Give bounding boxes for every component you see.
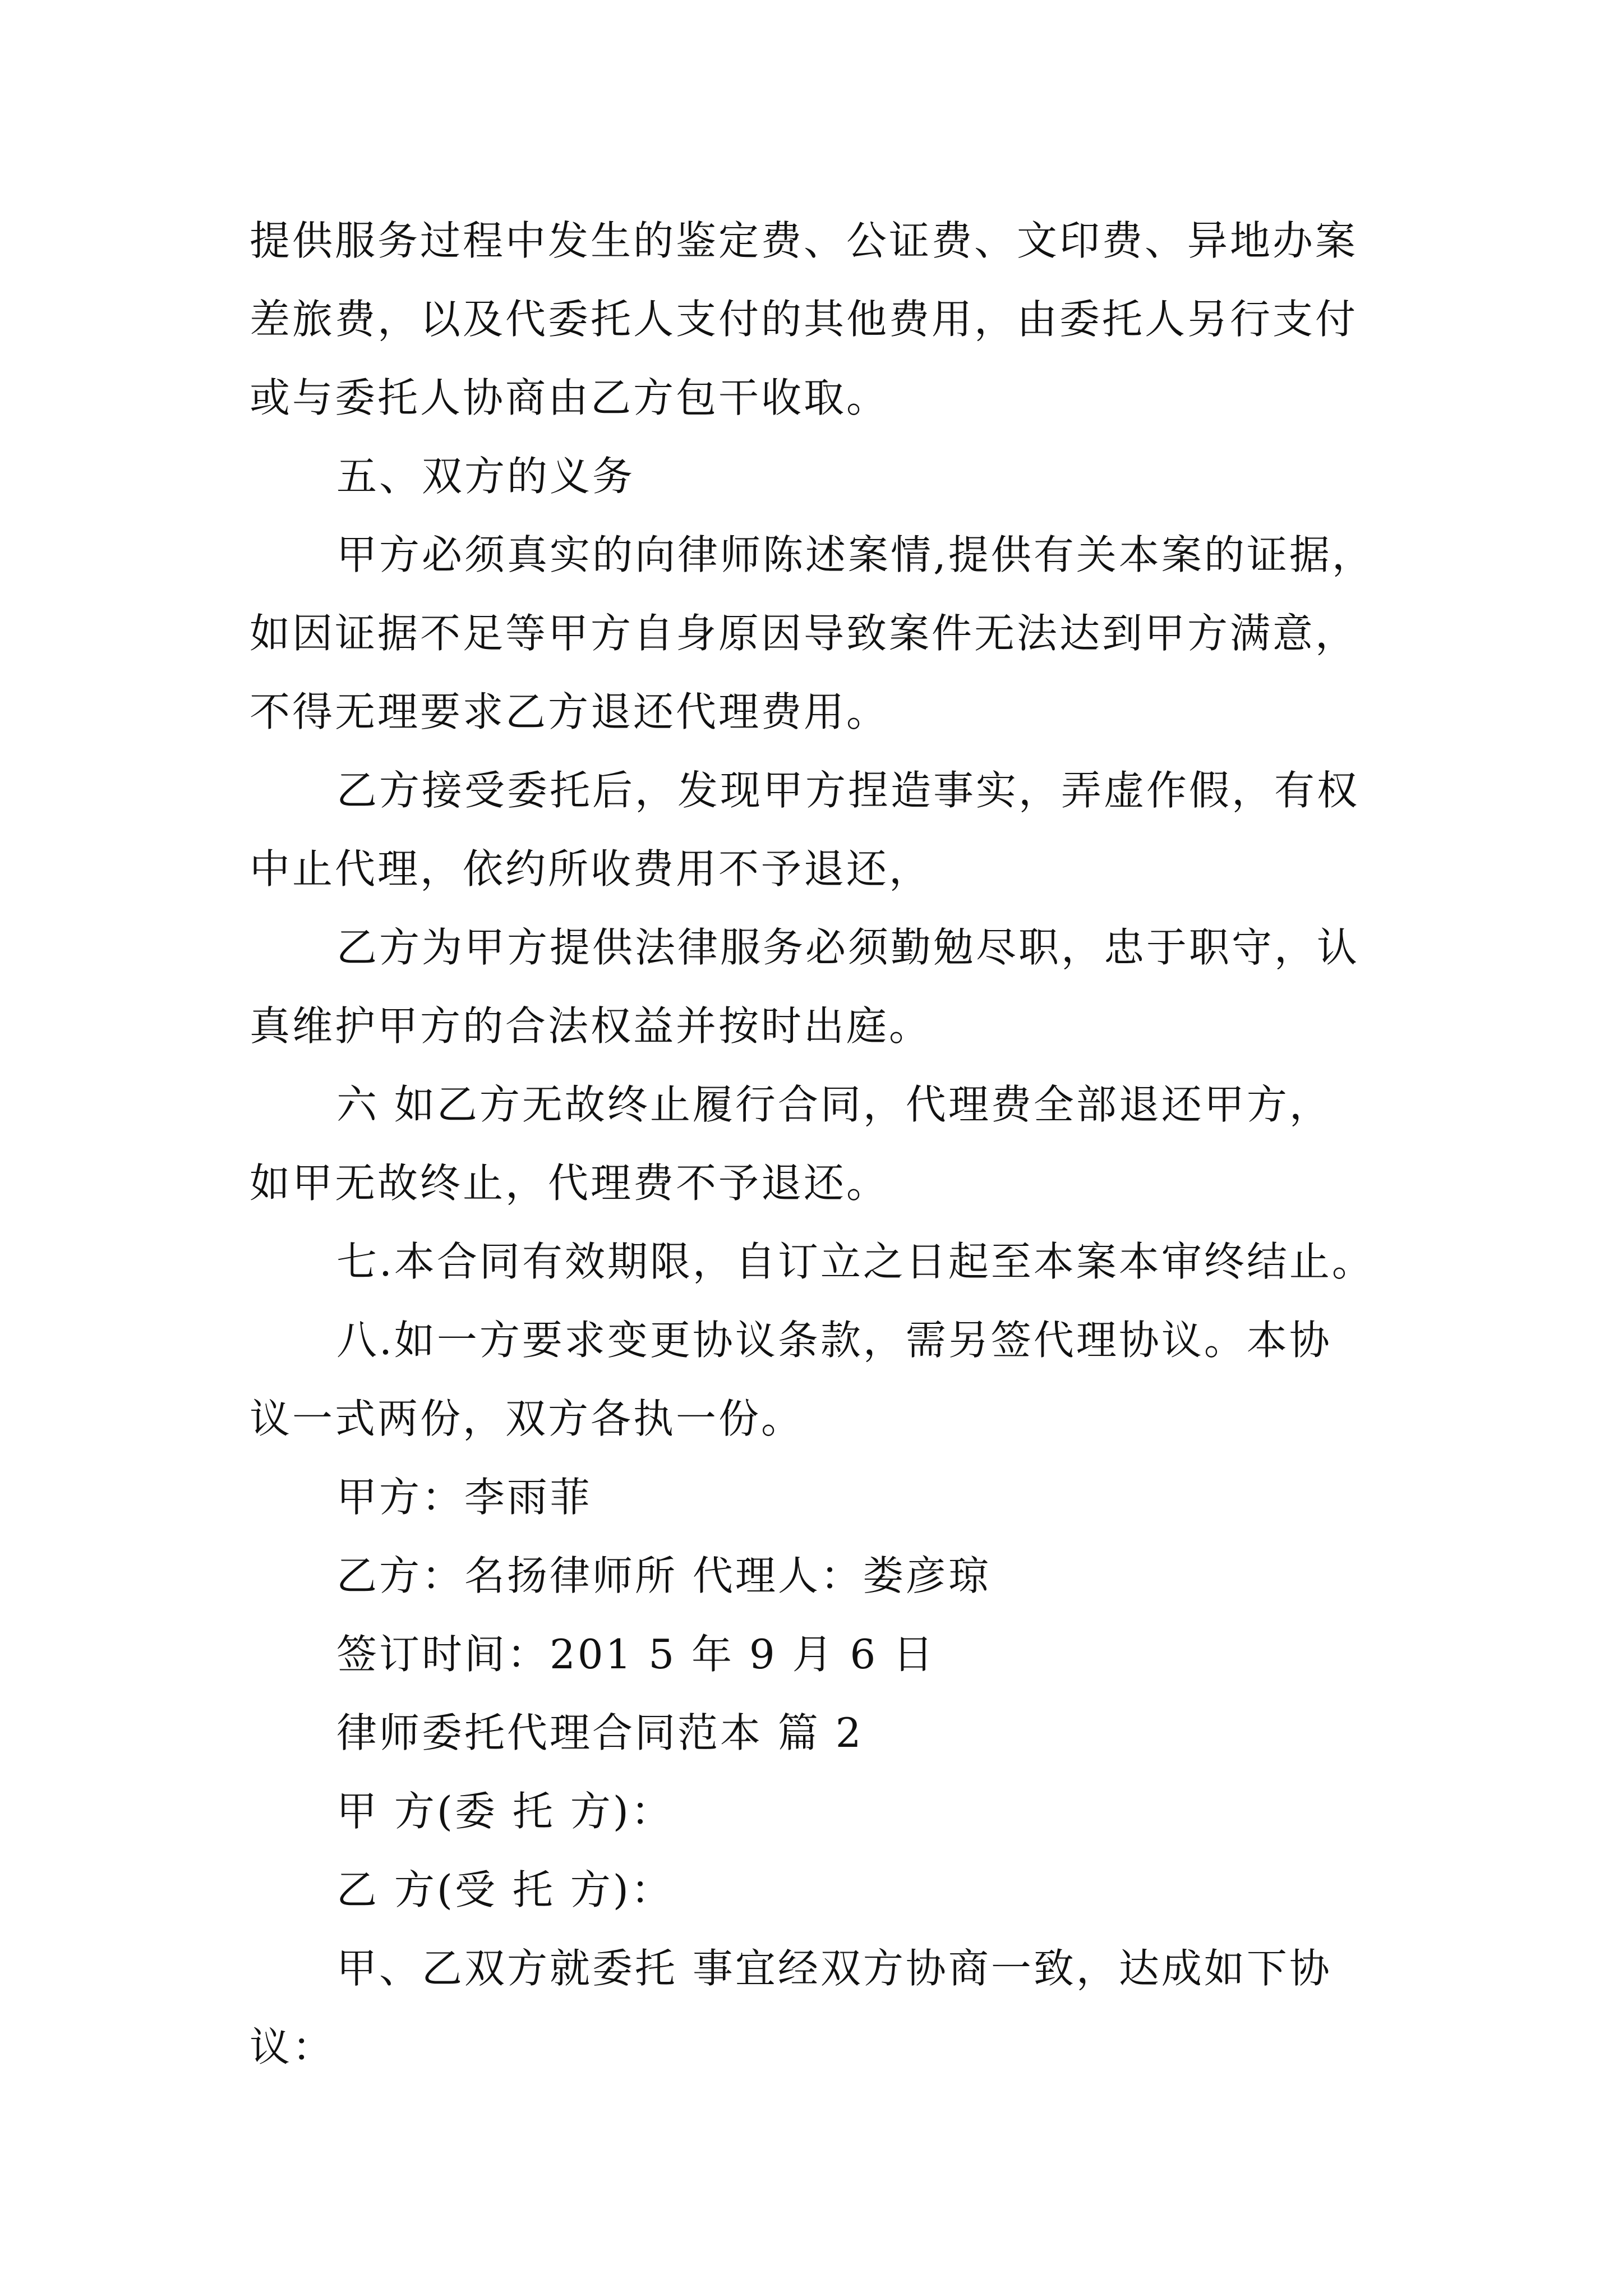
text-line: 八.如一方要求变更协议条款，需另签代理协议。本协	[336, 1317, 1332, 1364]
party-a-field: 甲 方(委 托 方)：	[336, 1788, 674, 1835]
text-line: 或与委托人协商由乙方包干收取。	[250, 374, 889, 421]
text-line: 中止代理，依约所收费用不予退还，	[250, 845, 932, 892]
text-line: 如因证据不足等甲方自身原因导致案件无法达到甲方满意，	[250, 610, 1358, 657]
text-line: 议一式两份，双方各执一份。	[250, 1395, 804, 1442]
document-title: 律师委托代理合同范本 篇 2	[336, 1709, 864, 1756]
text-line: 乙方接受委托后，发现甲方捏造事实，弄虚作假，有权	[336, 767, 1360, 814]
text-line: 甲、乙双方就委托 事宜经双方协商一致，达成如下协	[336, 1945, 1332, 1992]
party-b-field: 乙 方(受 托 方)：	[336, 1866, 674, 1913]
text-line: 差旅费，以及代委托人支付的其他费用，由委托人另行支付	[250, 296, 1358, 343]
text-line: 乙方为甲方提供法律服务必须勤勉尽职，忠于职守，认	[336, 924, 1360, 971]
text-line: 七.本合同有效期限，自订立之日起至本案本审终结止。	[336, 1238, 1375, 1285]
text-line: 如甲无故终止，代理费不予退还。	[250, 1159, 889, 1207]
text-line: 真维护甲方的合法权益并按时出庭。	[250, 1002, 932, 1050]
text-line: 六 如乙方无故终止履行合同，代理费全部退还甲方，	[336, 1081, 1332, 1128]
section-heading: 五、双方的义务	[336, 453, 635, 500]
text-line: 不得无理要求乙方退还代理费用。	[250, 688, 889, 735]
text-line: 甲方必须真实的向律师陈述案情,提供有关本案的证据，	[336, 531, 1375, 578]
text-line: 提供服务过程中发生的鉴定费、公证费、文印费、异地办案	[250, 217, 1358, 264]
party-b-line: 乙方：名扬律师所 代理人：娄彦琼	[336, 1552, 991, 1599]
signing-date-line: 签订时间：201 5 年 9 月 6 日	[336, 1631, 936, 1678]
text-line: 议：	[250, 2023, 335, 2070]
party-a-line: 甲方：李雨菲	[336, 1474, 593, 1521]
